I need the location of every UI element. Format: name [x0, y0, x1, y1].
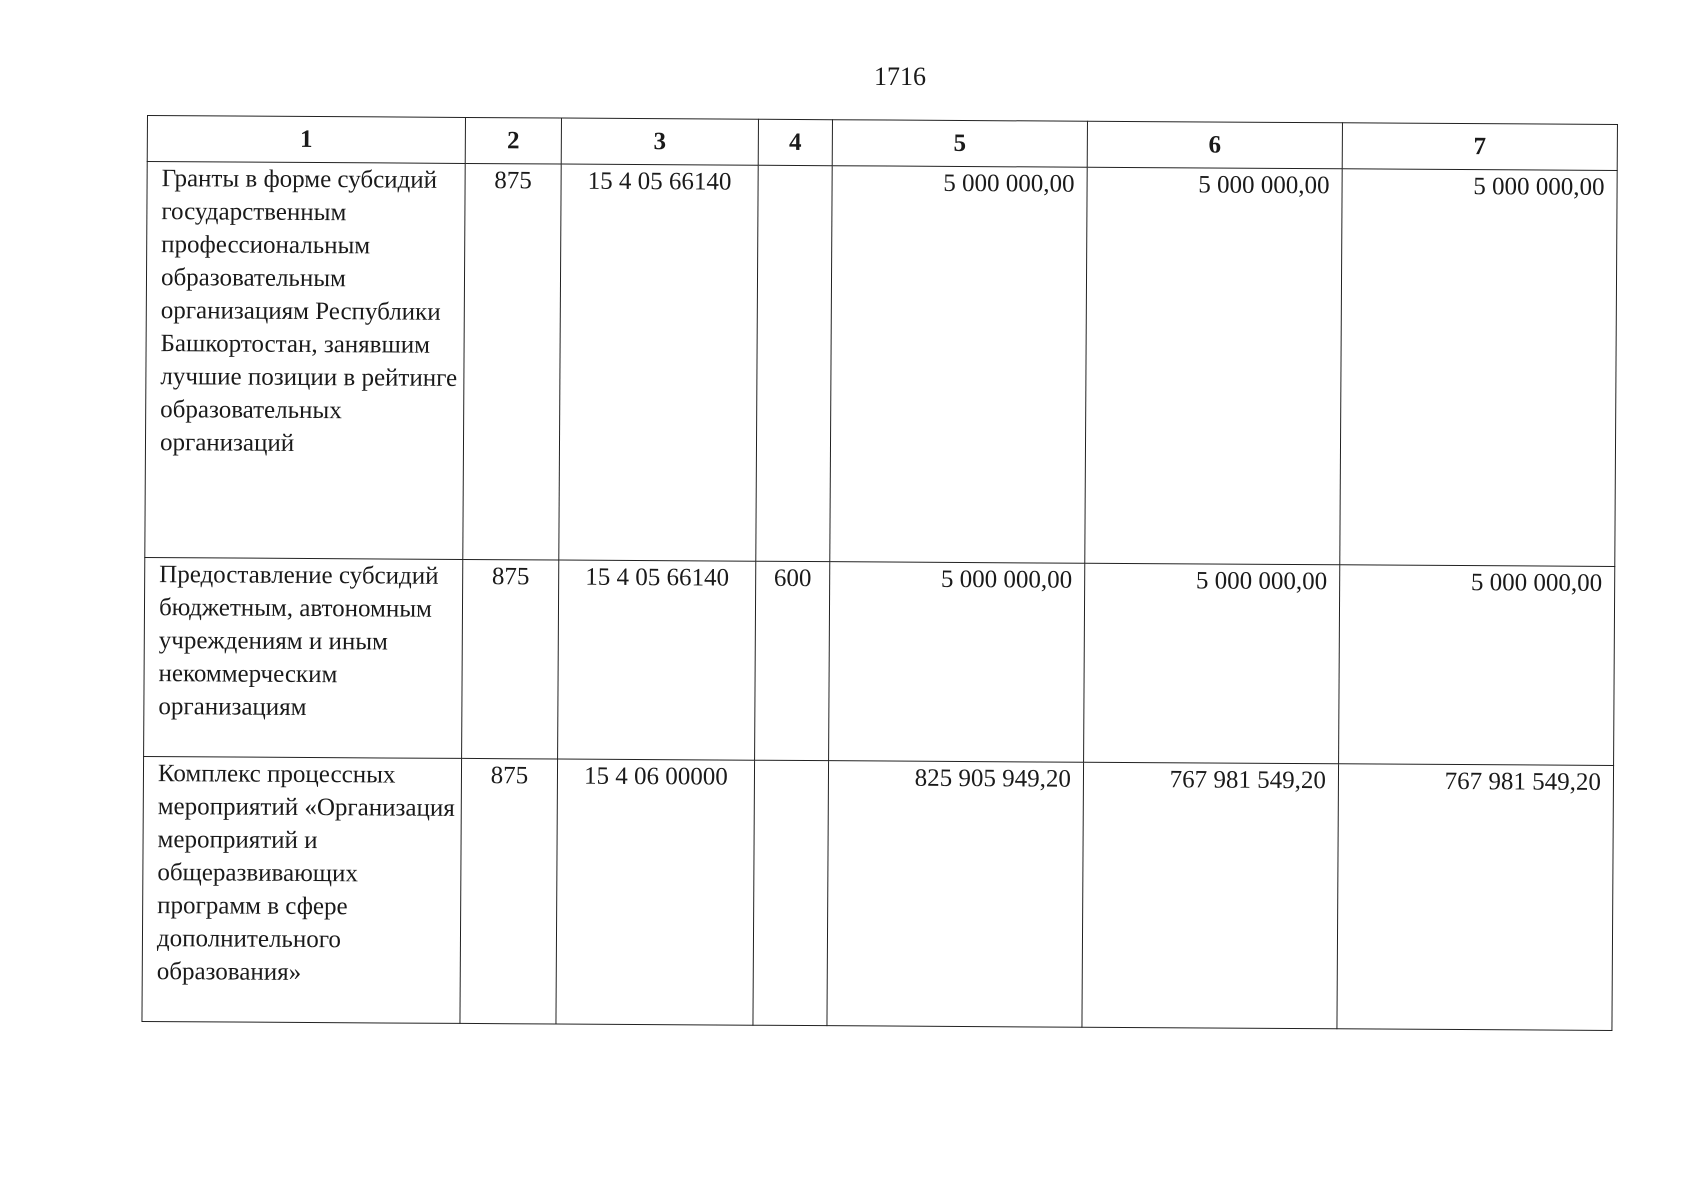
row-type: [753, 760, 829, 1025]
row-sum-2: 5 000 000,00: [1084, 563, 1340, 764]
row-name: Гранты в форме субсидий государственным профессиональным образовательным организациям Республики Башкортостан, занявшим лучшие позиции в рейтинге образовательных организаций: [145, 162, 465, 560]
row-sum-2: 5 000 000,00: [1085, 167, 1342, 565]
row-sum-3: 5 000 000,00: [1339, 565, 1615, 766]
row-target: 15 4 06 00000: [556, 759, 755, 1025]
row-name: Предоставление субсидий бюджетным, автономным учреждениям и иным некоммерческим организациям: [144, 557, 463, 758]
table-row: [144, 557, 1615, 765]
header-col-3: 3: [561, 118, 758, 165]
row-sum-2: 767 981 549,20: [1082, 762, 1339, 1029]
row-code: 875: [462, 559, 559, 759]
header-col-5: 5: [832, 120, 1087, 168]
row-type: 600: [755, 561, 830, 760]
header-col-2: 2: [465, 117, 561, 164]
row-code: 875: [463, 163, 561, 560]
row-sum-1: 5 000 000,00: [830, 166, 1087, 564]
row-name: Комплекс процессных мероприятий «Организация мероприятий и общеразвивающих программ в сфере дополнительного образования»: [142, 756, 462, 1023]
header-col-6: 6: [1087, 121, 1342, 169]
row-type: [756, 165, 832, 561]
header-col-1: 1: [147, 116, 465, 164]
row-target: 15 4 05 66140: [558, 560, 756, 760]
budget-table: [141, 115, 1618, 1031]
header-col-4: 4: [758, 119, 832, 165]
row-sum-3: 5 000 000,00: [1340, 169, 1617, 567]
row-target: 15 4 05 66140: [559, 164, 758, 561]
header-col-7: 7: [1342, 123, 1617, 171]
row-sum-3: 767 981 549,20: [1337, 764, 1614, 1031]
table-row: [142, 756, 1614, 1030]
row-code: 875: [460, 758, 558, 1024]
row-sum-1: 5 000 000,00: [829, 562, 1085, 763]
row-sum-1: 825 905 949,20: [827, 761, 1084, 1028]
table-row: [145, 162, 1617, 567]
budget-table-container: [141, 115, 1618, 1031]
page-number: 1716: [874, 62, 926, 91]
